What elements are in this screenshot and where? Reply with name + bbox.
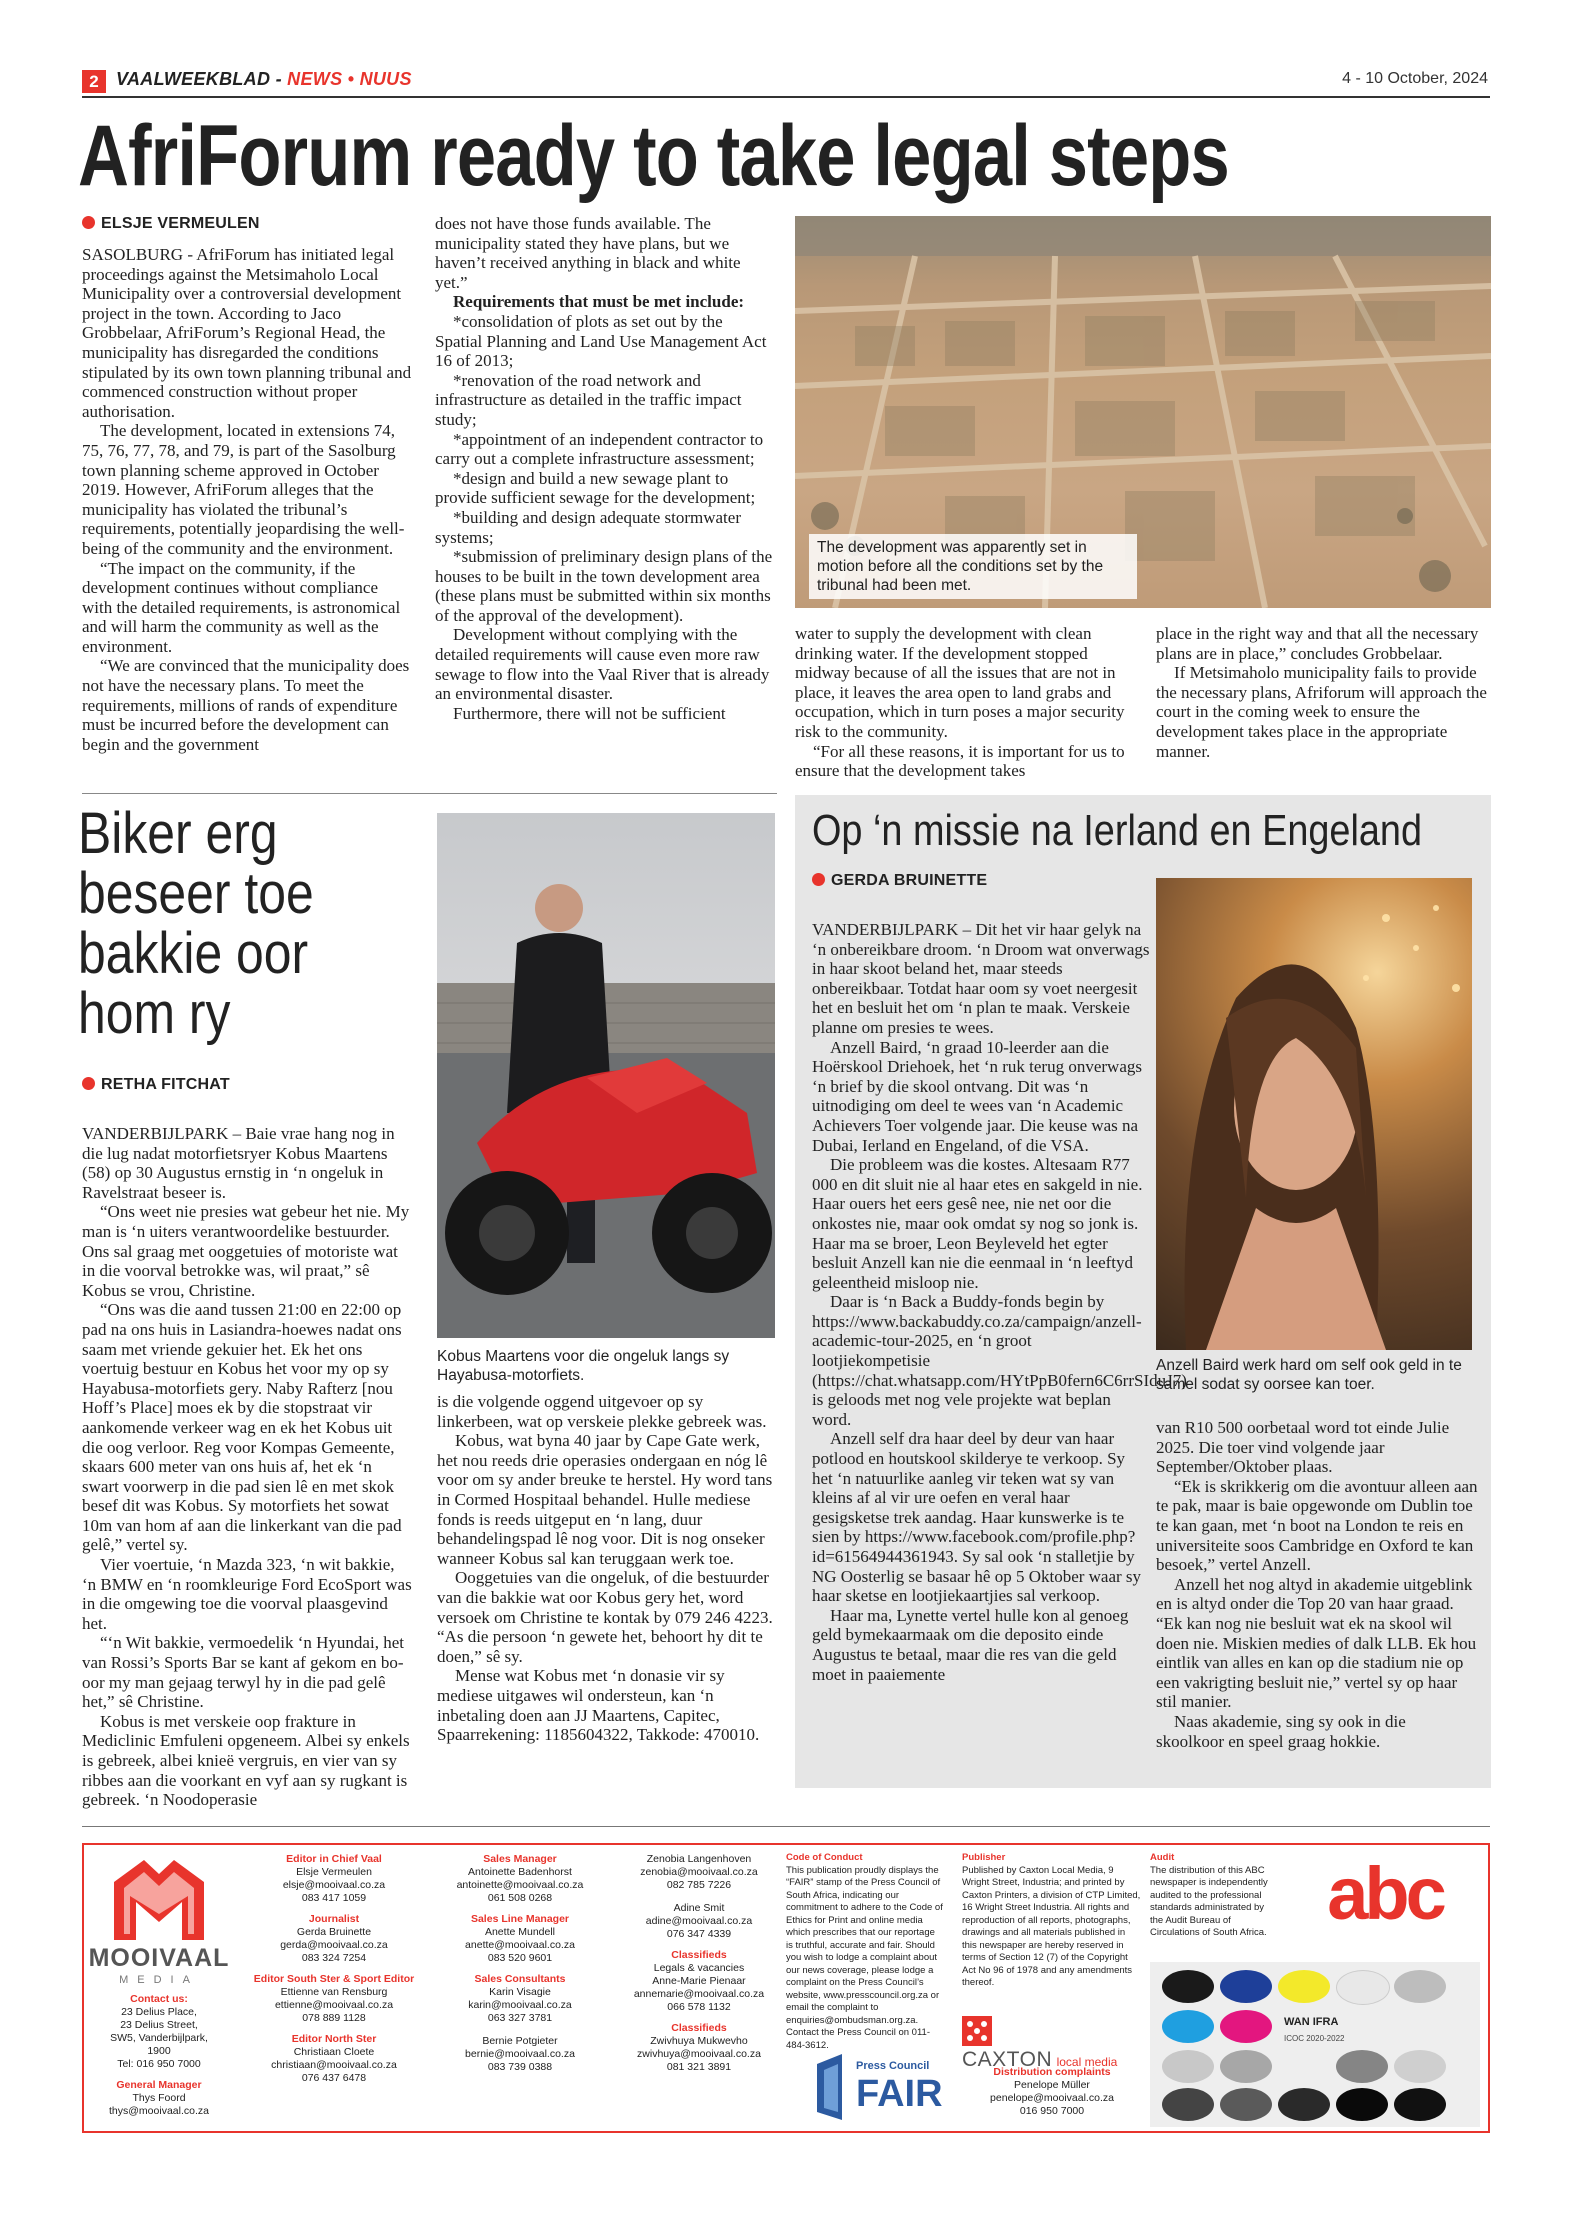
article3-headline: Op ‘n missie na Ierland en Engeland [812, 806, 1423, 855]
byline-dot-icon [82, 216, 95, 229]
paragraph: Anzell Baird, ‘n graad 10-leerder aan die Hoërskool Driehoek, het ‘n ruk terug onverwags ‘n brief by die skool ontvang. Dit was ‘n uitnodiging om deel te wees van ‘n Academic Achievers Toer volgende jaar. Die keuse was na Dubai, Ierland en Engeland, of die VSA. [812, 1037, 1142, 1155]
swatch-mid-grey [1220, 2050, 1272, 2083]
contact-block [84, 1993, 234, 2118]
article1-column-3 [795, 624, 1135, 781]
paragraph: Kobus is met verskeie oop frakture in Mediclinic Emfuleni opgeneem. Albei sy enkels is gebreek, albei knieë vergruis, en vier van sy ribbes aan die voorkant en vyf aan sy rugkant is gebreek. ‘n Noodoperasie [82, 1711, 410, 1810]
paragraph: Mense wat Kobus met ‘n donasie vir sy mediese uitgawes wil ondersteun, kan ‘n inbetaling doen aan JJ Maartens, Capitec, Spaarrekening: 1185604322, Takkode: 470010. [437, 1666, 760, 1745]
masthead-title: VAALWEEKBLAD [116, 69, 271, 89]
abc-logo [1300, 1854, 1470, 1934]
staff-line: 076 347 4339 [666, 1928, 732, 1940]
contact-line: 23 Delius Place, [121, 2006, 197, 2018]
paragraph: *appointment of an independent contractor to carry out a complete infrastructure assessment; [435, 429, 764, 469]
staff-line: annemarie@mooivaal.co.za [633, 1988, 765, 2000]
paragraph: is die volgende oggend uitgevoer op sy linkerbeen, wat op verskeie plekke gebreek was. [437, 1392, 767, 1431]
swatch-charcoal [1162, 2088, 1214, 2121]
staff-role: Editor North Ster [291, 2033, 377, 2045]
gm-line: Thys Foord [132, 2092, 186, 2104]
swatch-pale-grey [1394, 2050, 1446, 2083]
paragraph: place in the right way and that all the necessary plans are in place,” concludes Grobbelaar. [1156, 624, 1479, 663]
paragraph: The development, located in extensions 74, 75, 76, 77, 78, and 79, is part of the Sasolburg town planning scheme approved in October 2019. However, AfriForum alleges that the municipality has violated the tribunal’s requirements, potentially jeopardising the well-being of the community and the environment. [82, 421, 405, 558]
contact-line: SW5, Vanderbijlpark, [110, 2032, 208, 2044]
article3-photo-caption: Anzell Baird werk hard om self ook geld in te samel sodat sy oorsee kan toer. [1156, 1357, 1462, 1393]
logo-wordmark: MOOIVAAL [88, 1944, 230, 1972]
contact-role: Contact us: [130, 1993, 188, 2005]
contact-line: Tel: 016 950 7000 [117, 2058, 201, 2070]
paragraph: “Ek is skrikkerig om die avontuur alleen aan te pak, maar is baie opgewonde om Dublin toe te kan gaan, met ‘n boot na London te reis en universiteite soos Cambridge en Oxford te kan besoek,” vertel Anzell. [1156, 1476, 1478, 1575]
page-number-box: 2 [82, 70, 106, 93]
code-text: This publication proudly displays the “FAIR” stamp of the Press Council of South Africa, indicating our commitment to adhere to the Code of Ethics for Print and online media which prescribes that our reportage is truthful, accurate and fair. Should you wish to lodge a complaint about our news coverage, please lodge a complaint on the Press Council’s website, www.presscouncil.org.za or email the complaint to enquiries@ombudsman.org.za. Contact the Press Council on 011-484-3612. [786, 1864, 943, 2051]
code-title: Code of Conduct [786, 1852, 863, 1863]
swatch-blue [1220, 1970, 1272, 2003]
paragraph: Requirements that must be met include: [453, 292, 745, 312]
swatch-jet [1336, 2088, 1388, 2121]
press-council-fair-logo [812, 2052, 943, 2124]
staff-line: bernie@mooivaal.co.za [465, 2048, 575, 2060]
dist-line: Penelope Müller [1014, 2079, 1090, 2091]
staff-line: 061 508 0268 [487, 1892, 553, 1904]
staff-line: 083 520 9601 [487, 1952, 553, 1964]
staff-line: zenobia@mooivaal.co.za [640, 1866, 758, 1878]
swatch-yellow [1278, 1970, 1330, 2003]
staff-line: Zenobia Langenhoven [646, 1853, 752, 1865]
article3-column-2 [1156, 1418, 1478, 1751]
masthead: VAALWEEKBLAD - NEWS • NUUS [116, 69, 412, 89]
fair-label: FAIR [856, 2073, 943, 2115]
staff-line: 083 739 0388 [487, 2061, 553, 2073]
issue-date: 4 - 10 October, 2024 [1342, 70, 1488, 87]
staff-role: Sales Line Manager [470, 1913, 570, 1925]
paragraph: “We are convinced that the municipality does not have the necessary plans. To meet the requirements, millions of rands of expenditure must be incurred before the development can begin and the government [82, 656, 410, 754]
staff-line: karin@mooivaal.co.za [468, 1999, 572, 2011]
paragraph: “Ons was die aand tussen 21:00 en 22:00 op pad na ons huis in Lasiandra-hoewes nadat ons saam met vriende gekuier het. Ek het ons voertuig bestuur en Kobus het voor my op sy Hayabusa-motorfiets gery. Naby Rafterz [nou Hoff’s Place] moes ek by die stopstraat vir aankomende verkeer wag en ek het Kobus uit die oog verloor. Reg voor Kompas Gemeente, skaars 600 meter van ons huis af, het ek ‘n swart voorwerp in die pad sien lê en met skok besef dit was Kobus. Sy motorfiets het sowat 10m van hom af aan die linkerkant van die pad gelê,” vertel sy. [82, 1300, 402, 1555]
anzell-photo [1156, 878, 1472, 1350]
paragraph: Anzell self dra haar deel by deur van haar potlood en houtskool skilderye te verkoop. Sy het ‘n natuurlike aanleg vir teken wat sy van kleins af al vir ure oefen en veral haar gesigsketse trek aandag. Haar kunswerke is te sien by https://www.facebook.com/profile.php?id=61564944361943. Sy sal ook ‘n stalletjie by NG Oosterlig se basaar hê op 5 Oktober waar sy haar sketse en lootjiekaartjies sal verkoop. [812, 1429, 1142, 1606]
paragraph: van R10 500 oorbetaal word tot einde Julie 2025. Die toer vind volgende jaar September/Oktober plaas. [1156, 1418, 1450, 1477]
contact-line: 23 Delius Street, [120, 2019, 198, 2031]
footer-editorial-column [244, 1853, 424, 2093]
press-council-label: Press Council [856, 2060, 930, 2072]
paragraph: “For all these reasons, it is important for us to ensure that the development takes [795, 741, 1125, 781]
anzell-photo-svg [1156, 878, 1472, 1350]
header-rule [82, 96, 1490, 98]
paragraph: Naas akademie, sing sy ook in die skoolkoor en speel graag hokkie. [1156, 1711, 1406, 1751]
footer-sales-column [430, 1853, 610, 2082]
article1-column-1 [82, 245, 412, 754]
staff-line: Zwivhuya Mukwevho [650, 2035, 748, 2047]
staff-line: Adine Smit [673, 1902, 725, 1914]
staff-line: Karin Visagie [489, 1986, 551, 1998]
staff-role: Classifieds [671, 2022, 727, 2034]
publisher-block [962, 1852, 1142, 1990]
swatch-dark-grey [1336, 2050, 1388, 2083]
press-council-icon [812, 2052, 852, 2122]
footer-sales-column-2 [614, 1853, 784, 2082]
paragraph: Furthermore, there will not be sufficient [453, 703, 726, 723]
article1-byline [82, 215, 260, 233]
contact-line: 1900 [147, 2045, 171, 2057]
section-label: NEWS • NUUS [287, 69, 412, 89]
paragraph: Anzell het nog altyd in akademie uitgeblink en is altyd onder die Top 20 van haar graad. “Ek kan nog nie besluit wat ek na skool wil doen nie. Miskien medies of dalk LLB. Ek hou eintlik van alles en kan op die stadium nie op een vakrigting besluit nie,” vertel sy op haar stil manier. [1156, 1574, 1477, 1712]
footer-rule [82, 1826, 1490, 1827]
logo-subtitle: MEDIA [119, 1974, 199, 1986]
article2-headline-line-3: bakkie oor [78, 921, 309, 986]
biker-photo-svg [437, 813, 775, 1338]
staff-line: Ettienne van Rensburg [280, 1986, 388, 1998]
staff-line: Anne-Marie Pienaar [652, 1975, 746, 1987]
code-of-conduct [786, 1852, 944, 2052]
staff-line: gerda@mooivaal.co.za [280, 1939, 388, 1951]
swatch-magenta [1220, 2010, 1272, 2043]
caxton-logo [962, 2016, 1162, 2071]
staff-line: 076 437 6478 [301, 2072, 367, 2084]
article2-column-1 [82, 1124, 412, 1810]
dist-line: 016 950 7000 [1019, 2105, 1085, 2117]
staff-line: 083 324 7254 [301, 1952, 367, 1964]
staff-line: zwivhuya@mooivaal.co.za [637, 2048, 761, 2060]
staff-line [614, 1892, 784, 1902]
byline-dot-icon [82, 1077, 95, 1090]
byline-dot-icon [812, 873, 825, 886]
staff-line: 063 327 3781 [487, 2012, 553, 2024]
paragraph: *consolidation of plots as set out by the Spatial Planning and Land Use Management Act 16 of 2013; [435, 311, 767, 371]
staff-line: antoinette@mooivaal.co.za [456, 1879, 584, 1891]
swatch-black [1162, 1970, 1214, 2003]
staff-line: Antoinette Badenhorst [468, 1866, 572, 1878]
development-aerial-photo [795, 216, 1491, 608]
paragraph: “Ons weet nie presies wat gebeur het nie. My man is ‘n uiters verantwoordelike bestuurder. Ons sal graag met ooggetuies of motoriste wat in die voorval betrokke was, wil praat,” sê Kobus se vrou, Christine. [82, 1202, 410, 1300]
staff-line: 066 578 1132 [667, 2001, 731, 2013]
staff-line: Elsje Vermeulen [296, 1866, 372, 1878]
article1-column-4 [1156, 624, 1491, 761]
staff-line: Christiaan Cloete [293, 2046, 375, 2058]
staff-line: anette@mooivaal.co.za [465, 1939, 575, 1951]
paragraph: VANDERBIJLPARK – Dit het vir haar gelyk na ‘n onbereikbare droom. ‘n Droom wat onverwags in haar skoot beland het, maar steeds onbereikbaar. Totdat haar oom sy voet neergesit het en besluit het om ‘n plan te maak. Verskeie planne om presies te wees. [812, 920, 1150, 1037]
article1-author: ELSJE VERMEULEN [101, 215, 260, 232]
staff-line: Gerda Bruinette [296, 1926, 372, 1938]
paragraph: Die probleem was die kostes. Altesaam R77 000 en dit sluit nie al haar etes en sakgeld in nie. Haar ouers het eers gesê nee, nie net oor die onkostes nie, maar ook omdat sy nog so jonk is. Haar ma se broer, Leon Beyleveld het egter besluit Anzell kan nie die eenmaal in ‘n leeftyd geleentheid misloop nie. [812, 1155, 1143, 1292]
paragraph: *building and design adequate stormwater systems; [435, 507, 741, 547]
icoc-label: ICOC 2020-2022 [1284, 2034, 1345, 2043]
publisher-text: Published by Caxton Local Media, 9 Wright Street, Industria; and printed by Caxton Printers, a division of CTP Limited, 16 Wright Street Industria. All rights and reproduction of all reports, photographs, drawings and all materials published in this newspaper are hereby reserved in terms of Section 12 (7) of the Copyright Act No 96 of 1978 and any amendments thereof. [962, 1864, 1141, 1988]
section-divider [82, 793, 777, 794]
general-manager-role: General Manager [116, 2079, 202, 2091]
caxton-mark-icon [962, 2016, 992, 2046]
audit-text: The distribution of this ABC newspaper is independently audited to the professional standards administrated by the Audit Bureau of Circulations of South Africa. [1150, 1864, 1268, 1938]
staff-role: Editor in Chief Vaal [286, 1853, 382, 1865]
article2-headline-line-1: Biker erg [78, 801, 278, 866]
swatch-light-grey [1162, 2050, 1214, 2083]
paragraph: Daar is ‘n Back a Buddy-fonds begin by https://www.backabuddy.co.za/campaign/anzell-academic-tour-2025, en ‘n groot lootjiekompetisie (https://chat.whatsapp.com/HYtPpB0fern6C6rrSIduJ7) is geloods met nog vele projekte wat beplan word. [812, 1292, 1187, 1429]
swatch-grey [1394, 1970, 1446, 2003]
dist-role: Distribution complaints [993, 2066, 1111, 2078]
paragraph: *renovation of the road network and infrastructure as detailed in the traffic impact study; [435, 370, 742, 429]
biker-photo [437, 813, 775, 1338]
staff-line: adine@mooivaal.co.za [645, 1915, 753, 1927]
staff-line: Legals & vacancies [653, 1962, 745, 1974]
staff-line: 081 321 3891 [666, 2061, 732, 2073]
article2-headline-line-2: beseer toe [78, 861, 314, 926]
article2-headline [78, 801, 408, 1046]
wan-ifra-label: WAN IFRA [1284, 2016, 1339, 2028]
staff-role: Editor South Ster & Sport Editor [253, 1973, 415, 1985]
paragraph: Development without complying with the detailed requirements will cause even more raw sewage to flow into the Vaal River that is already an environmental disaster. [435, 625, 770, 704]
paragraph: Ooggetuies van die ongeluk, of die bestuurder van die bakkie wat oor Kobus gery het, word versoek om Christine te kontak by 079 246 4223. “As die persoon ‘n gewete het, behoort hy dit te doen,” sê sy. [437, 1568, 773, 1666]
staff-role: Sales Manager [483, 1853, 557, 1865]
article2-byline [82, 1076, 230, 1094]
paragraph: “‘n Wit bakkie, vermoedelik ‘n Hyundai, het van Rossi’s Sports Bar se kant af gekom en bo-oor my man gejaag terwyl hy in die pad gelê het,” sê Christine. [82, 1633, 404, 1712]
paragraph: water to supply the development with clean drinking water. If the development stopped midway because of all the issues that are not in place, it leaves the area open to land grabs and occupation, which in turn poses a major security risk to the community. [795, 624, 1125, 741]
paragraph: VANDERBIJLPARK – Baie vrae hang nog in die lug nadat motorfietsryer Kobus Maartens (58) op 30 Augustus ernstig in ‘n ongeluk in Ravelstraat beseer is. [82, 1124, 395, 1202]
caxton-label: CAXTON [962, 2048, 1053, 2071]
paragraph: Haar ma, Lynette vertel hulle kon al genoeg geld bymekaarmaak om die deposito einde Augustus te betaal, maar die res van die geld moet in paaiemente [812, 1605, 1129, 1684]
paragraph: SASOLBURG - AfriForum has initiated legal proceedings against the Metsimaholo Local Municipality over a controversial development project in the town. According to Jaco Grobbelaar, AfriForum’s Regional Head, the municipality has disregarded the conditions stipulated by its own town planning tribunal and commenced construction without proper authorisation. [82, 245, 412, 421]
article2-column-2 [437, 1392, 775, 1745]
staff-line: elsje@mooivaal.co.za [282, 1879, 386, 1891]
article1-photo-caption: The development was apparently set in motion before all the conditions set by the tribunal had been met. [809, 534, 1137, 599]
article3-author: GERDA BRUINETTE [831, 872, 988, 889]
paragraph: does not have those funds available. The municipality stated they have plans, but we haven’t received anything in black and white yet.” [435, 214, 741, 292]
distribution-complaints [962, 2066, 1142, 2118]
article3-byline [812, 872, 987, 890]
paragraph: Kobus, wat byna 40 jaar by Cape Gate werk, het nou reeds drie operasies ondergaan en nóg lê voor om sy ander breuke te herstel. Hy word tans in Cormed Hospitaal behandel. Hulle mediese fonds is reeds uitgeput en ‘n lang, duur behandelingspad lê nog voor. Dit is nog onseker wanneer Kobus sal kan teruggaan werk toe. [437, 1431, 773, 1568]
staff-role: Classifieds [671, 1949, 727, 1961]
staff-line [430, 2025, 610, 2035]
article2-author: RETHA FITCHAT [101, 1076, 230, 1093]
colour-reference-panel [1150, 1962, 1480, 2127]
staff-line: Bernie Potgieter [482, 2035, 558, 2047]
staff-line: christiaan@mooivaal.co.za [271, 2059, 397, 2071]
audit-title: Audit [1150, 1852, 1175, 1863]
audit-block [1150, 1852, 1278, 1940]
dist-line: penelope@mooivaal.co.za [990, 2092, 1114, 2104]
staff-line: Anette Mundell [484, 1926, 556, 1938]
abc-label: abc [1327, 1852, 1443, 1935]
swatch-ink [1394, 2088, 1446, 2121]
article1-column-2 [435, 214, 773, 723]
mooivaal-logo [104, 1852, 214, 1942]
swatch-slate [1220, 2088, 1272, 2121]
staff-role: Sales Consultants [474, 1973, 566, 1985]
paragraph: *submission of preliminary design plans of the houses to be built in the town development area (these plans must be submitted within six months of the approval of the development). [435, 547, 773, 625]
staff-line: 078 889 1128 [302, 2012, 366, 2024]
article2-headline-line-4: hom ry [78, 981, 231, 1046]
paragraph: *design and build a new sewage plant to provide sufficient sewage for the development; [435, 468, 756, 508]
staff-line: 083 417 1059 [301, 1892, 367, 1904]
article2-photo-caption: Kobus Maartens voor die ongeluk langs sy Hayabusa-motorfiets. [437, 1348, 730, 1384]
paragraph: Vier voertuie, ‘n Mazda 323, ‘n wit bakkie, ‘n BMW en ‘n roomkleurige Ford EcoSport was in die omgewing toe die voorval plaasgevind het. [82, 1555, 412, 1633]
paragraph: “The impact on the community, if the development continues without compliance with the detailed requirements, is astronomical and will harm the community as well as the environment. [82, 558, 401, 656]
publisher-title: Publisher [962, 1852, 1006, 1863]
swatch-white [1336, 1970, 1390, 2005]
mooivaal-logo-icon [104, 1852, 214, 1942]
paragraph: If Metsimaholo municipality fails to provide the necessary plans, Afriforum will approach the court in the coming week to ensure the development takes place in the appropriate manner. [1156, 663, 1487, 761]
caxton-sub: local media [1056, 2055, 1118, 2069]
gm-line: thys@mooivaal.co.za [109, 2105, 209, 2117]
staff-line: 082 785 7226 [666, 1879, 732, 1891]
article1-headline: AfriForum ready to take legal steps [78, 108, 1229, 204]
swatch-deep-grey [1278, 2088, 1330, 2121]
staff-role: Journalist [308, 1913, 360, 1925]
staff-line: ettienne@mooivaal.co.za [274, 1999, 394, 2011]
swatch-cyan [1162, 2010, 1214, 2043]
article3-column-1 [812, 920, 1187, 1684]
